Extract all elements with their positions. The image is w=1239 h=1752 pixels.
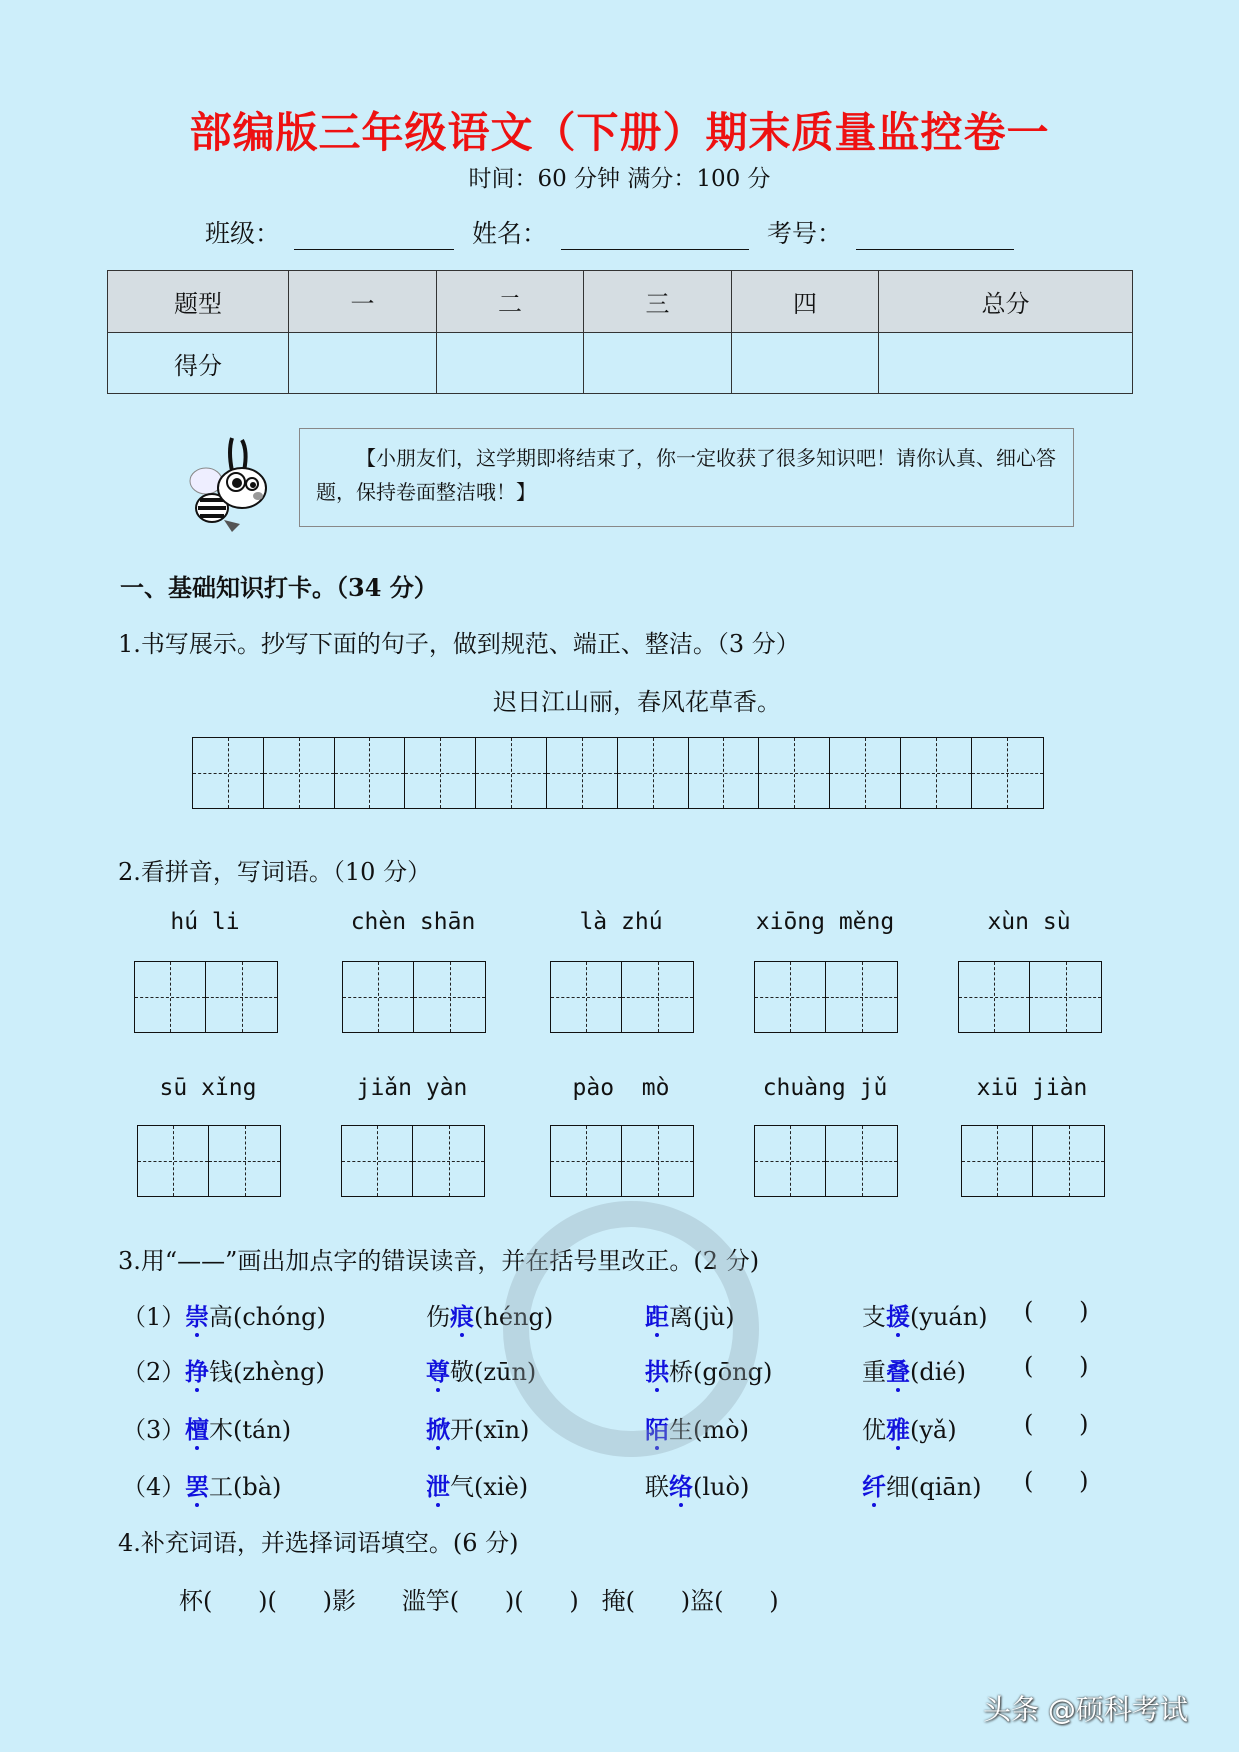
- name-label: 姓名：: [472, 219, 548, 248]
- word-text: 高(chóng): [209, 1303, 326, 1331]
- question-1-prompt: 1.书写展示。抄写下面的句子，做到规范、端正、整洁。（3 分）: [118, 630, 800, 658]
- student-info: [205, 214, 1032, 250]
- pinyin-label: xùn sù: [987, 909, 1071, 935]
- answer-boxes[interactable]: [550, 1125, 694, 1197]
- row-number: （3）: [122, 1416, 186, 1444]
- grid-cell[interactable]: [405, 738, 476, 808]
- word-text: 桥(gōng): [669, 1358, 773, 1386]
- pinyin-label: pào mò: [572, 1075, 670, 1101]
- answer-boxes[interactable]: [341, 1125, 485, 1197]
- score-cell[interactable]: [584, 333, 732, 394]
- grid-cell[interactable]: [689, 738, 760, 808]
- grid-cell[interactable]: [476, 738, 547, 808]
- pinyin-label: sū xǐng: [159, 1075, 257, 1101]
- grid-cell[interactable]: [972, 738, 1043, 808]
- dotted-character: 拱: [645, 1357, 669, 1386]
- grid-cell[interactable]: [755, 1126, 826, 1196]
- word-text: 联: [645, 1473, 669, 1501]
- answer-boxes[interactable]: [137, 1125, 281, 1197]
- header-cell: 题型: [108, 271, 289, 333]
- grid-cell[interactable]: [759, 738, 830, 808]
- pinyin-label: là zhú: [579, 909, 663, 935]
- grid-cell[interactable]: [414, 962, 485, 1032]
- word-text: (yǎ): [910, 1416, 957, 1444]
- word-text: 生(mò): [669, 1416, 749, 1444]
- grid-cell[interactable]: [209, 1126, 280, 1196]
- dotted-character: 掀: [426, 1415, 450, 1444]
- grid-cell[interactable]: [826, 1126, 897, 1196]
- grid-cell[interactable]: [622, 962, 693, 1032]
- grid-cell[interactable]: [547, 738, 618, 808]
- grid-cell[interactable]: [1030, 962, 1101, 1032]
- notice-box: 【小朋友们，这学期即将结束了，你一定收获了很多知识吧！请你认真、细心答题，保持卷面整洁哦！】: [299, 428, 1074, 527]
- grid-cell[interactable]: [622, 1126, 693, 1196]
- question-4-prompt: 4.补充词语，并选择词语填空。(6 分): [118, 1529, 519, 1557]
- idiom-fill-line[interactable]: 杯( )( )影 滥竽( )( ) 掩( )盗( ): [179, 1587, 779, 1615]
- dotted-character: 络: [669, 1472, 693, 1501]
- dotted-character: 陌: [645, 1415, 669, 1444]
- word-text: 优: [862, 1416, 886, 1444]
- word-text: (luò): [693, 1473, 750, 1501]
- dotted-character: 雅: [886, 1415, 910, 1444]
- score-cell[interactable]: [289, 333, 437, 394]
- score-table-header: [108, 271, 1133, 333]
- answer-boxes[interactable]: [754, 1125, 898, 1197]
- copy-sentence: 迟日江山丽，春风花草香。: [493, 688, 781, 716]
- dotted-character: 崇: [185, 1302, 209, 1331]
- row-number: （4）: [122, 1473, 186, 1501]
- answer-parentheses[interactable]: ( ): [1024, 1297, 1089, 1325]
- row-label: 得分: [108, 333, 289, 394]
- dotted-character: 罢: [185, 1472, 209, 1501]
- grid-cell[interactable]: [335, 738, 406, 808]
- grid-cell[interactable]: [264, 738, 335, 808]
- answer-boxes[interactable]: [958, 961, 1102, 1033]
- pinyin-label: hú li: [170, 909, 240, 935]
- answer-boxes[interactable]: [754, 961, 898, 1033]
- number-field[interactable]: [856, 221, 1014, 250]
- score-cell[interactable]: [437, 333, 584, 394]
- dotted-character: 纤: [862, 1472, 886, 1501]
- row-number: （1）: [122, 1303, 186, 1331]
- word-text: 钱(zhèng): [209, 1358, 325, 1386]
- dotted-character: 挣: [185, 1357, 209, 1386]
- header-cell: 一: [289, 271, 437, 333]
- pinyin-label: jiǎn yàn: [356, 1075, 468, 1101]
- grid-cell[interactable]: [206, 962, 277, 1032]
- grid-cell[interactable]: [962, 1126, 1033, 1196]
- answer-boxes[interactable]: [342, 961, 486, 1033]
- answer-parentheses[interactable]: ( ): [1024, 1352, 1089, 1380]
- answer-parentheses[interactable]: ( ): [1024, 1467, 1089, 1495]
- word-item[interactable]: [862, 1297, 988, 1332]
- answer-boxes[interactable]: [550, 961, 694, 1033]
- pinyin-label: chèn shān: [350, 909, 476, 935]
- name-field[interactable]: [561, 221, 749, 250]
- pinyin-label: xiū jiàn: [976, 1075, 1088, 1101]
- word-text: 木(tán): [209, 1416, 292, 1444]
- grid-cell[interactable]: [826, 962, 897, 1032]
- header-cell: 总分: [879, 271, 1133, 333]
- question-2-prompt: 2.看拼音，写词语。（10 分）: [118, 858, 432, 886]
- score-row: [108, 333, 1133, 394]
- header-cell: 四: [732, 271, 879, 333]
- score-table: [107, 270, 1133, 394]
- grid-cell[interactable]: [551, 1126, 622, 1196]
- word-item[interactable]: [426, 1467, 528, 1502]
- word-text: 离(jù): [669, 1303, 735, 1331]
- word-item[interactable]: [862, 1410, 957, 1445]
- pinyin-label: chuàng jǔ: [762, 1075, 888, 1101]
- row-number: （2）: [122, 1358, 186, 1386]
- grid-cell[interactable]: [342, 1126, 413, 1196]
- grid-cell[interactable]: [138, 1126, 209, 1196]
- page-title: 部编版三年级语文（下册）期末质量监控卷一: [189, 108, 1050, 157]
- score-cell[interactable]: [732, 333, 879, 394]
- score-cell[interactable]: [879, 333, 1133, 394]
- word-text: (héng): [474, 1303, 554, 1331]
- grid-cell[interactable]: [830, 738, 901, 808]
- bee-illustration: [184, 436, 284, 536]
- dotted-character: 叠: [886, 1357, 910, 1386]
- word-text: 工(bà): [209, 1473, 282, 1501]
- word-text: 细(qiān): [886, 1473, 982, 1501]
- word-item[interactable]: [426, 1410, 529, 1445]
- exam-time-score: 时间：60 分钟 满分：100 分: [468, 166, 771, 192]
- word-text: 重: [862, 1358, 886, 1386]
- dotted-character: 痕: [450, 1302, 474, 1331]
- grid-cell[interactable]: [618, 738, 689, 808]
- word-text: (dié): [910, 1358, 966, 1386]
- grid-cell[interactable]: [901, 738, 972, 808]
- grid-cell[interactable]: [755, 962, 826, 1032]
- grid-cell[interactable]: [551, 962, 622, 1032]
- grid-cell[interactable]: [135, 962, 206, 1032]
- dotted-character: 泄: [426, 1472, 450, 1501]
- watermark-text: 头条 @硕科考试: [983, 1693, 1188, 1726]
- grid-cell[interactable]: [413, 1126, 484, 1196]
- class-field[interactable]: [294, 221, 454, 250]
- answer-boxes[interactable]: [961, 1125, 1105, 1197]
- word-item[interactable]: [862, 1467, 982, 1502]
- grid-cell[interactable]: [1033, 1126, 1104, 1196]
- class-label: 班级：: [205, 219, 281, 248]
- word-text: 气(xiè): [450, 1473, 529, 1501]
- dotted-character: 援: [886, 1302, 910, 1331]
- dotted-character: 距: [645, 1302, 669, 1331]
- word-text: (yuán): [910, 1303, 988, 1331]
- word-item[interactable]: [185, 1467, 281, 1502]
- word-item[interactable]: [862, 1352, 966, 1387]
- word-item[interactable]: [645, 1467, 749, 1502]
- answer-boxes[interactable]: [134, 961, 278, 1033]
- watermark-logo: [503, 1201, 759, 1457]
- grid-cell[interactable]: [343, 962, 414, 1032]
- word-text: 支: [862, 1303, 886, 1331]
- dotted-character: 尊: [426, 1357, 450, 1386]
- header-cell: 二: [437, 271, 584, 333]
- question-3-prompt: 3.用“——”画出加点字的错误读音，并在括号里改正。(2 分): [118, 1247, 760, 1275]
- grid-cell[interactable]: [193, 738, 264, 808]
- pinyin-label: xiōng měng: [755, 909, 895, 935]
- header-cell: 三: [584, 271, 732, 333]
- word-item[interactable]: [185, 1410, 291, 1445]
- word-item[interactable]: [185, 1297, 326, 1332]
- number-label: 考号：: [767, 219, 843, 248]
- section-heading: 一、基础知识打卡。（34 分）: [120, 573, 438, 602]
- writing-grid[interactable]: [192, 737, 1044, 809]
- dotted-character: 檀: [185, 1415, 209, 1444]
- word-text: 敬(zūn): [450, 1358, 537, 1386]
- word-item[interactable]: [185, 1352, 325, 1387]
- answer-parentheses[interactable]: ( ): [1024, 1410, 1089, 1438]
- word-text: 伤: [426, 1303, 450, 1331]
- word-text: 开(xīn): [450, 1416, 530, 1444]
- grid-cell[interactable]: [959, 962, 1030, 1032]
